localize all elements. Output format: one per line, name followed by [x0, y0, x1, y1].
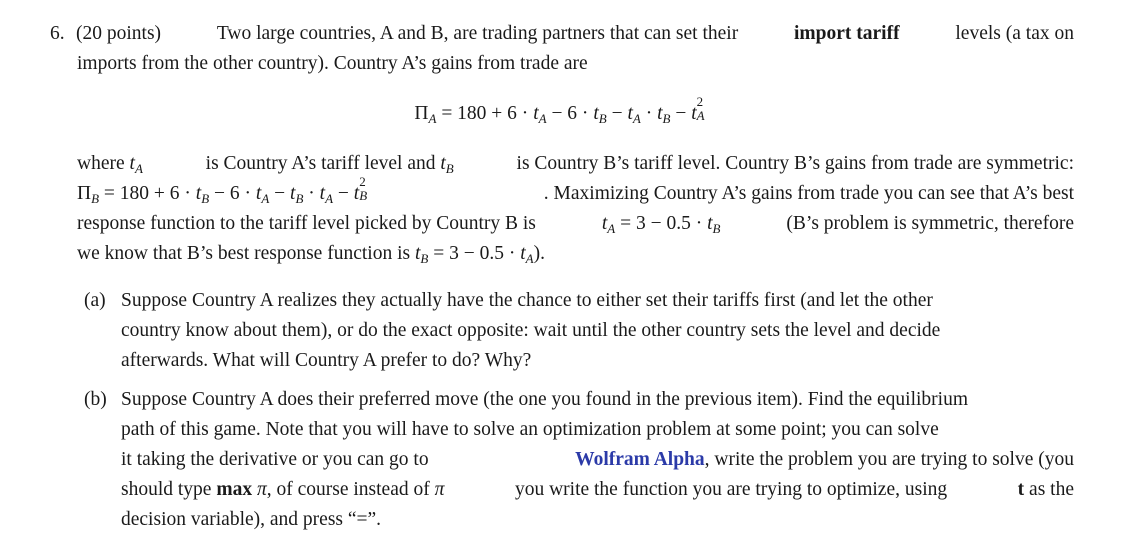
part-b-line-4: should type max π, of course instead of π you write the function you are trying to optimize, using t as the	[121, 479, 1074, 500]
part-b-label: (b)	[84, 389, 107, 410]
part-a-line-1: Suppose Country A realizes they actually have the chance to either set their tariffs first (and let the other	[121, 290, 933, 311]
part-a-label: (a)	[84, 290, 106, 311]
max-keyword: max	[216, 479, 253, 500]
part-a-line-3: afterwards. What will Country A prefer to do? Why?	[121, 350, 532, 371]
paragraph-line-1: where $t_A$ is Country A’s tariff level and $t_B$ is Country B’s tariff level. Country B’s gains from trade are symmetric:	[77, 153, 1074, 176]
gains-equation-a: $\Pi_A = 180 + 6 \cdot t_A - 6 \cdot t_B - t_A \cdot t_B - t$ 2 A	[414, 94, 705, 126]
decision-variable-t: t	[1017, 479, 1025, 500]
problem-intro-line-2: imports from the other country). Country A’s gains from trade are	[77, 53, 588, 74]
part-b-line-5: decision variable), and press “=”.	[121, 509, 382, 530]
problem-number: 6.	[50, 23, 65, 44]
wolfram-alpha-link[interactable]: Wolfram Alpha	[575, 449, 705, 470]
part-a-line-2: country know about them), or do the exact opposite: wait until the other country sets the level and decide	[121, 320, 941, 341]
intro-text-b: levels (a tax on	[955, 23, 1074, 44]
problem-points: (20 points)	[76, 23, 162, 44]
problem-intro-line-1	[50, 19, 1074, 49]
paragraph-line-4: we know that B’s best response function is $t_B = 3 - 0.5 \cdot t_A$).	[77, 243, 545, 266]
paragraph-line-3: response function to the tariff level picked by Country B is $t_A = 3 - 0.5 \cdot t_B$ (B’s problem is symmetric, therefore	[77, 213, 1074, 236]
intro-text-a: Two large countries, A and B, are trading partners that can set their	[216, 23, 739, 44]
part-b-line-1: Suppose Country A does their preferred move (the one you found in the previous item). Find the equilibrium	[121, 389, 969, 410]
paragraph-line-2: $\Pi_B = 180 + 6 \cdot t_B - 6 \cdot t_A - t_B \cdot t_A - t$ 2 B . Maximizing Country A’s gains from trade you can see that A’s best	[77, 174, 1074, 206]
part-b-line-2: path of this game. Note that you will have to solve an optimization problem at some point; you can solve	[121, 419, 939, 440]
part-b-line-3: it taking the derivative or you can go to Wolfram Alpha, write the problem you are trying to solve (you	[121, 449, 1074, 470]
import-tariff-term: import tariff	[794, 23, 900, 44]
